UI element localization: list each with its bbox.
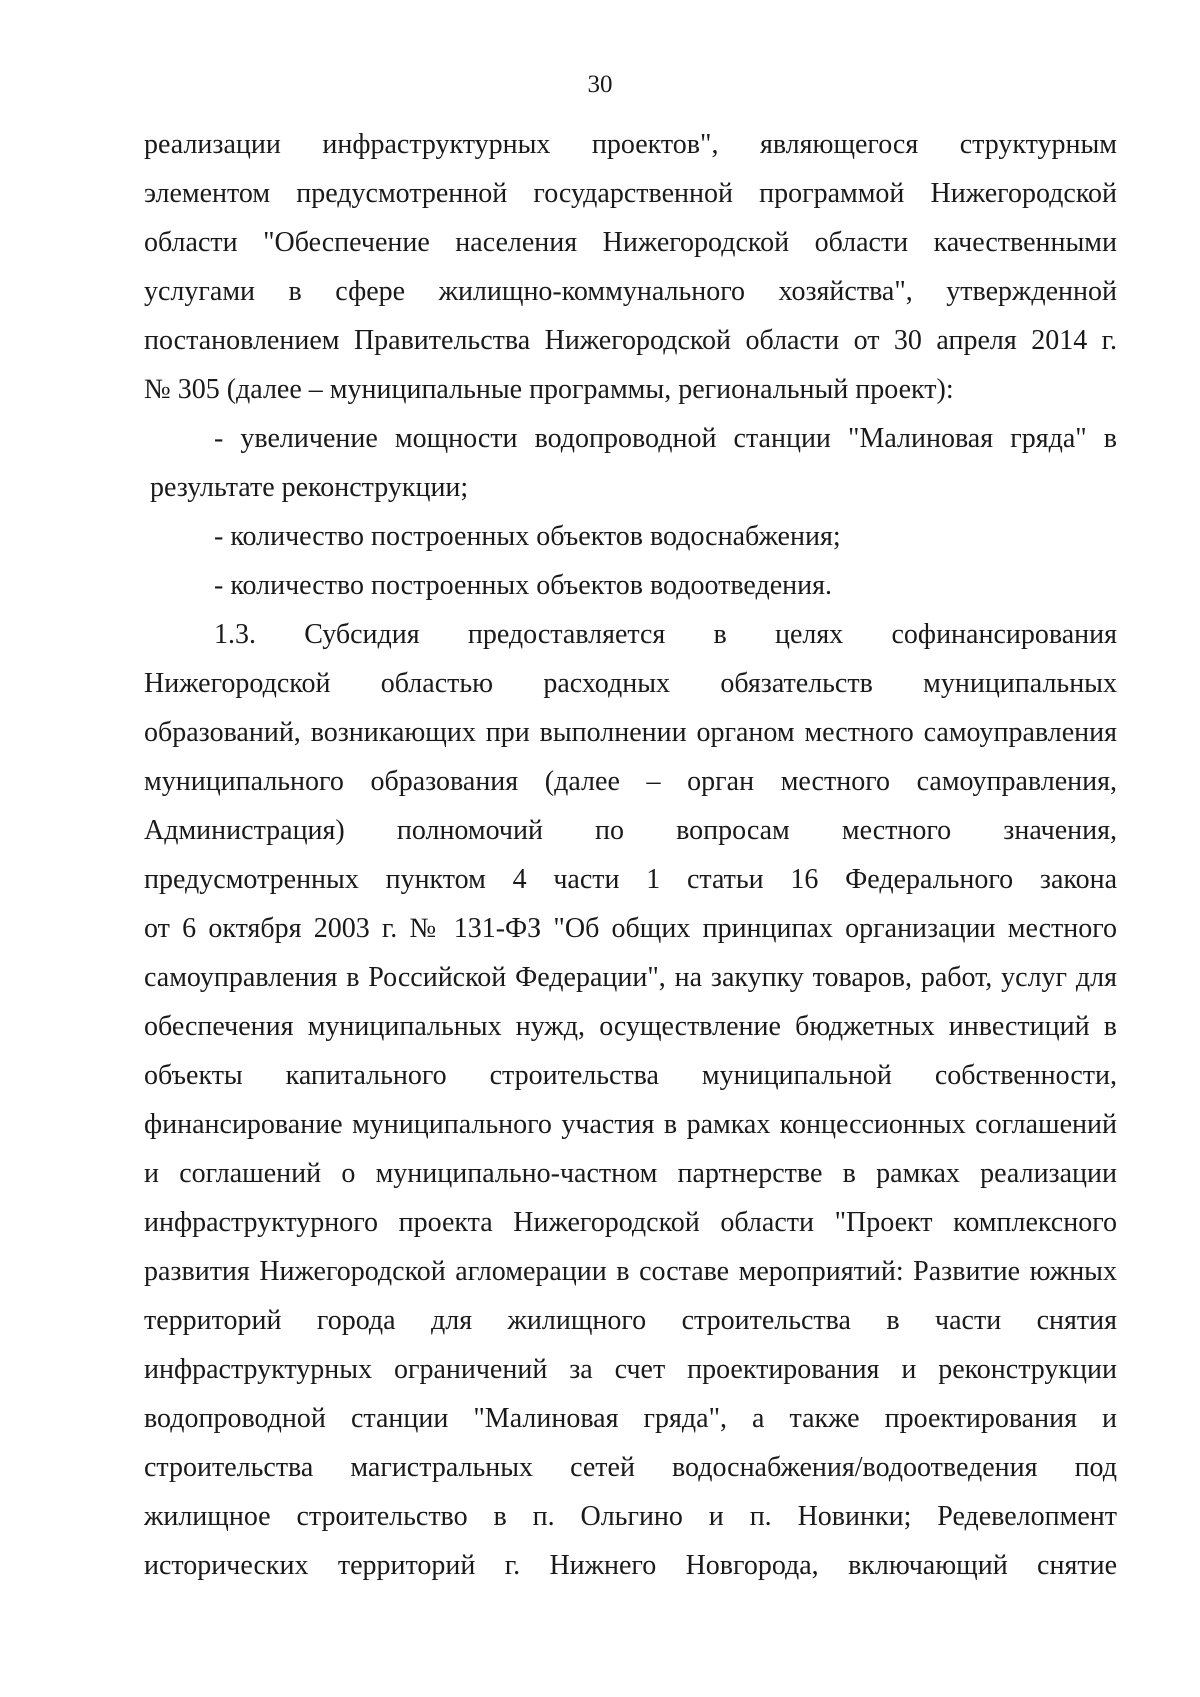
text-line: инфраструктурного проекта Нижегородской области "Проект комплексного — [144, 1207, 1117, 1238]
text-line: исторических территорий г. Нижнего Новгорода, включающий снятие — [144, 1550, 1117, 1581]
text-line: Администрация) полномочий по вопросам местного значения, — [144, 815, 1117, 846]
text-line: 1.3. Субсидия предоставляется в целях софинансирования — [214, 619, 1117, 650]
text-line: услугами в сфере жилищно-коммунального хозяйства", утвержденной — [144, 276, 1117, 307]
text-line: Нижегородской областью расходных обязательств муниципальных — [144, 668, 1117, 699]
text-line: образований, возникающих при выполнении органом местного самоуправления — [144, 717, 1117, 748]
text-line: финансирование муниципального участия в рамках концессионных соглашений — [144, 1109, 1117, 1140]
text-line: элементом предусмотренной государственной программой Нижегородской — [144, 178, 1117, 209]
text-line: от 6 октября 2003 г. № 131-ФЗ "Об общих принципах организации местного — [144, 913, 1117, 944]
text-line: строительства магистральных сетей водоснабжения/водоотведения под — [144, 1452, 1117, 1483]
paragraph-p-continuation — [144, 120, 1117, 414]
text-line: и соглашений о муниципально-частном партнерстве в рамках реализации — [144, 1158, 1117, 1189]
text-line: постановлением Правительства Нижегородской области от 30 апреля 2014 г. — [144, 325, 1117, 356]
text-line: жилищное строительство в п. Ольгино и п. Новинки; Редевелопмент — [144, 1501, 1117, 1532]
paragraph-p-item-1 — [144, 414, 1117, 512]
text-line: обеспечения муниципальных нужд, осуществление бюджетных инвестиций в — [144, 1011, 1117, 1042]
text-line: предусмотренных пунктом 4 части 1 статьи 16 Федерального закона — [144, 864, 1117, 895]
text-line: самоуправления в Российской Федерации", на закупку товаров, работ, услуг для — [144, 962, 1117, 993]
text-line: - увеличение мощности водопроводной станции "Малиновая гряда" в — [214, 423, 1117, 454]
text-line: муниципального образования (далее – орган местного самоуправления, — [144, 766, 1117, 797]
document-body — [144, 120, 1117, 1590]
paragraph-p-1-3 — [144, 610, 1117, 1590]
text-line: водопроводной станции "Малиновая гряда", а также проектирования и — [144, 1403, 1117, 1434]
text-line: развития Нижегородской агломерации в составе мероприятий: Развитие южных — [144, 1256, 1117, 1287]
text-line: инфраструктурных ограничений за счет проектирования и реконструкции — [144, 1354, 1117, 1385]
text-line: реализации инфраструктурных проектов", являющегося структурным — [144, 129, 1117, 160]
text-line: - количество построенных объектов водоснабжения; — [214, 521, 841, 552]
text-line: территорий города для жилищного строительства в части снятия — [144, 1305, 1117, 1336]
page-number: 30 — [587, 71, 613, 98]
text-line: объекты капитального строительства муниципальной собственности, — [144, 1060, 1117, 1091]
text-line: области "Обеспечение населения Нижегородской области качественными — [144, 227, 1117, 258]
paragraph-p-item-2 — [144, 512, 1117, 561]
text-line: - количество построенных объектов водоотведения. — [214, 570, 832, 601]
text-line: результате реконструкции; — [150, 472, 469, 503]
paragraph-p-item-3 — [144, 561, 1117, 610]
text-line: № 305 (далее – муниципальные программы, региональный проект): — [144, 374, 954, 405]
